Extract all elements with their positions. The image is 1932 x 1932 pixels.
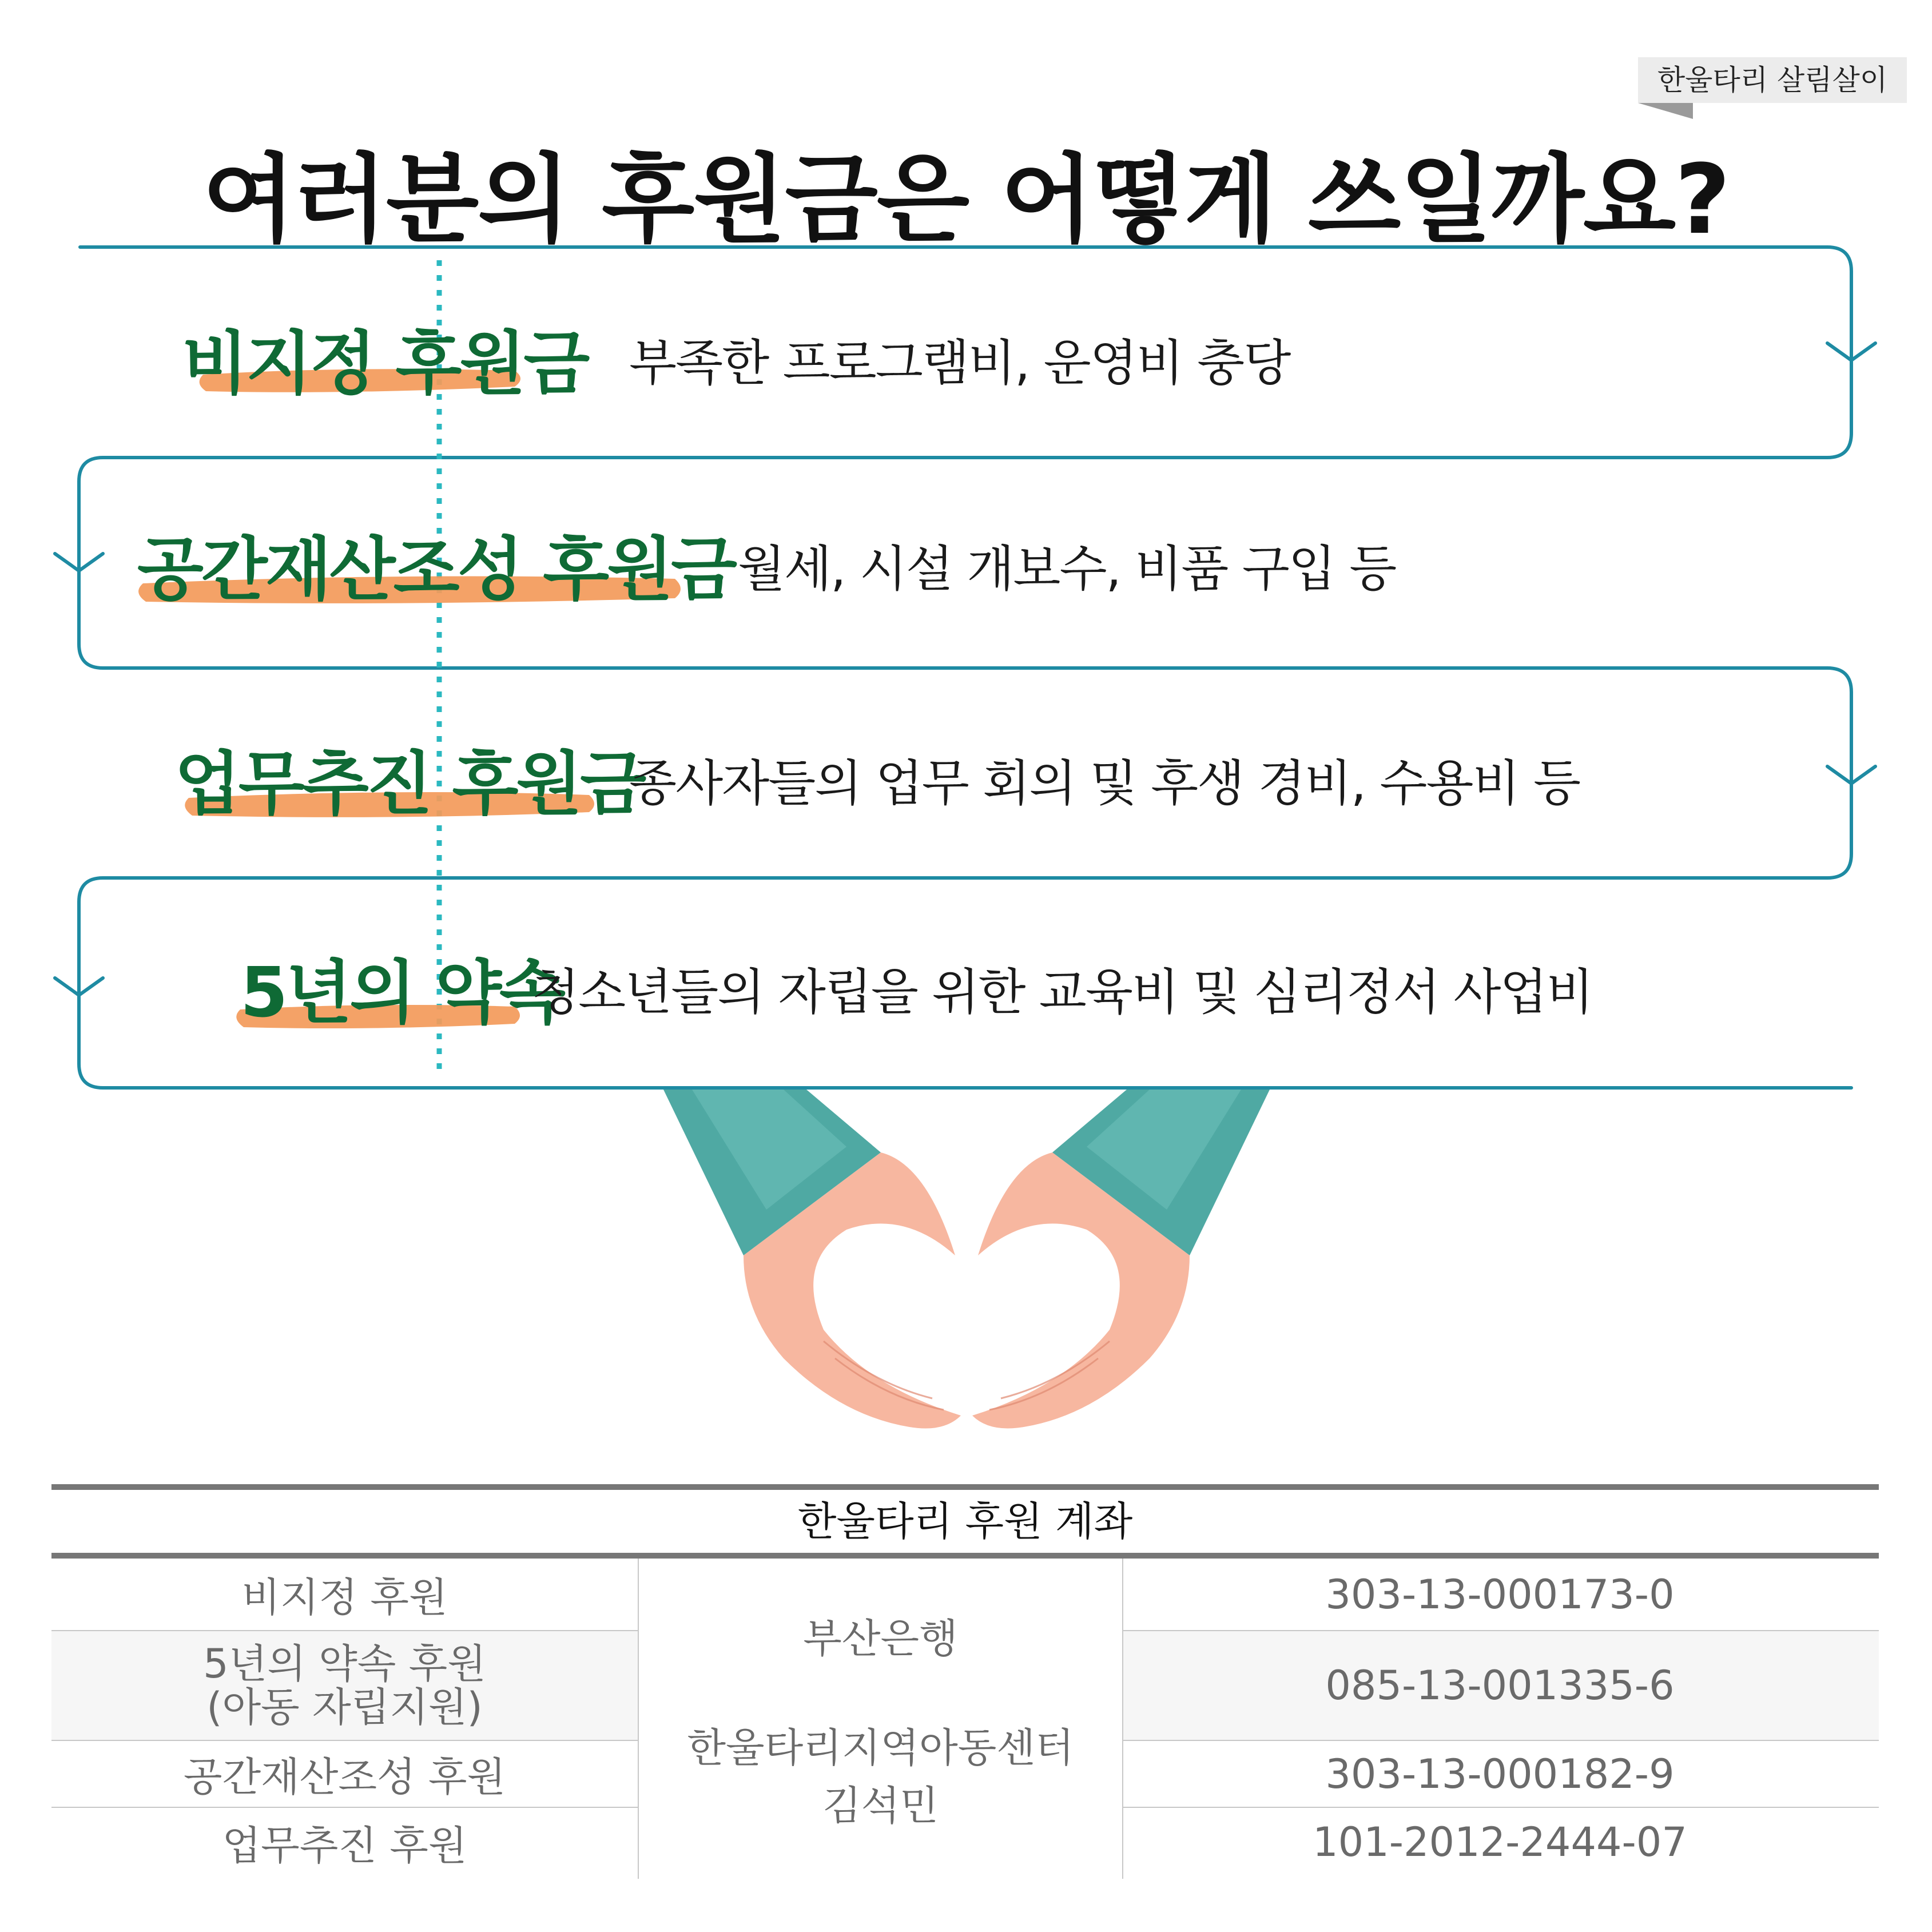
- fund-desc-undesignated: 부족한 프로그램비, 운영비 충당: [629, 335, 1290, 392]
- account-holder-line2: 김석민: [822, 1782, 939, 1829]
- fund-label-space-property: 공간재산조성 후원금: [137, 530, 736, 610]
- account-number-cell: [1121, 1808, 1879, 1877]
- account-table-body: [51, 1559, 1879, 1879]
- fund-desc-business: 종사자들의 업무 회의 및 후생 경비, 수용비 등: [629, 755, 1580, 812]
- fund-desc-space-property: 월세, 시설 개보수, 비품 구입 등: [738, 540, 1396, 598]
- account-number: 303-13-000173-0: [1325, 1571, 1675, 1618]
- account-number: 085-13-001335-6: [1325, 1662, 1675, 1709]
- account-name: 5년의 약속 후원: [203, 1640, 486, 1687]
- account-number: 303-13-000182-9: [1325, 1750, 1675, 1798]
- page-title: 여러분의 후원금은 어떻게 쓰일까요?: [202, 144, 1730, 256]
- fund-label-business: 업무추진 후원금: [174, 745, 645, 824]
- account-name: 비지정 후원: [241, 1574, 448, 1621]
- bank-name: 부산은행: [803, 1615, 958, 1662]
- fund-label-five-year-promise: 5년의 약속: [240, 953, 563, 1033]
- account-number-cell: [1121, 1559, 1879, 1630]
- account-number-cell: [1121, 1631, 1879, 1740]
- account-number-cell: [1121, 1741, 1879, 1807]
- corner-tag: 한울타리 살림살이: [1638, 57, 1907, 103]
- fund-label-undesignated: 비지정 후원금: [182, 324, 588, 404]
- account-name-cell: [51, 1631, 638, 1740]
- account-name-note: (아동 자립지원): [206, 1684, 483, 1731]
- account-name: 공간재산조성 후원: [183, 1754, 506, 1800]
- account-name-cell: [51, 1559, 638, 1630]
- bank-holder-cell: [638, 1559, 1123, 1879]
- heart-hands-illustration: [658, 1090, 1275, 1456]
- account-table-heading: 한울타리 후원 계좌: [51, 1490, 1879, 1559]
- account-number: 101-2012-2444-07: [1313, 1819, 1687, 1866]
- account-name: 업무추진 후원: [222, 1822, 467, 1869]
- fund-desc-five-year-promise: 청소년들의 자립을 위한 교육비 및 심리정서 사업비: [532, 964, 1593, 1021]
- account-name-cell: [51, 1741, 638, 1807]
- account-name-cell: [51, 1808, 638, 1877]
- account-table: [51, 1484, 1879, 1879]
- account-holder-line1: 한울타리지역아동센터: [687, 1724, 1074, 1771]
